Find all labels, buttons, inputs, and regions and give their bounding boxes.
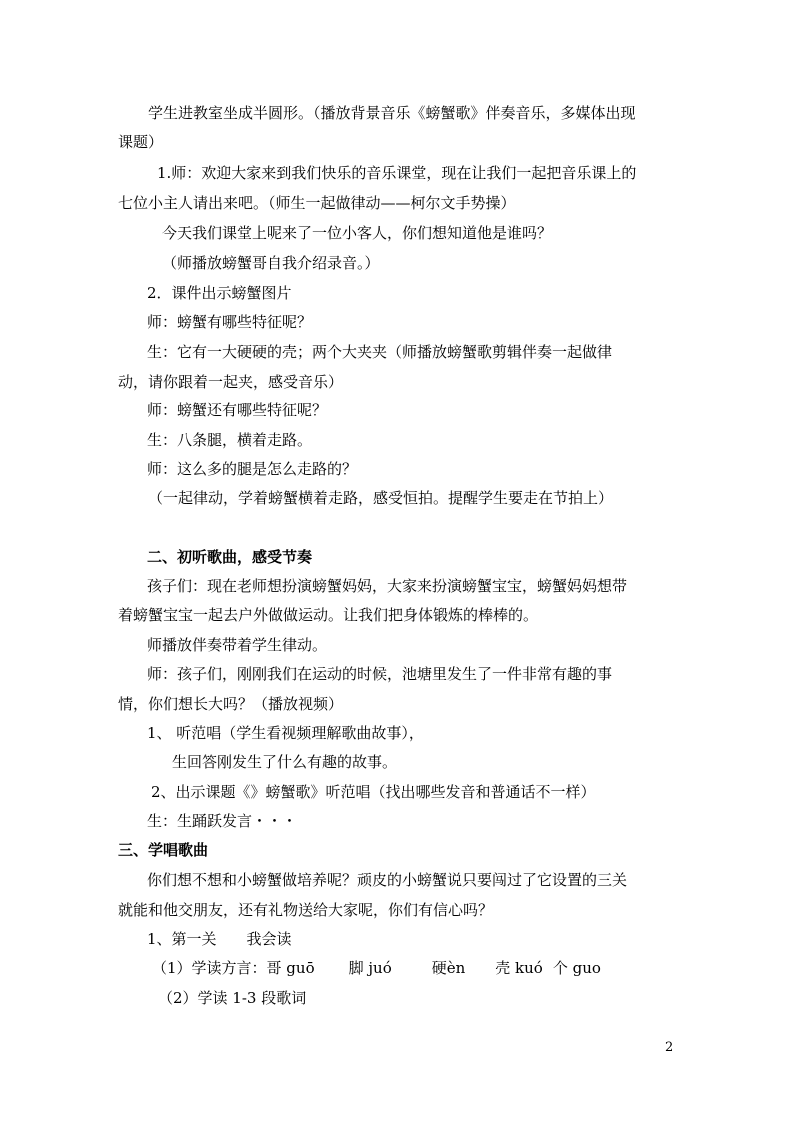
paragraph-line: 师：螃蟹有哪些特征呢？	[147, 313, 313, 331]
paragraph-line: 生：生踊跃发言・・・	[147, 812, 298, 830]
paragraph-line: 课题）	[118, 133, 164, 151]
paragraph-line: 生：八条腿，横着走路。	[147, 431, 313, 449]
paragraph-line: 七位小主人请出来吧。（师生一起做律动——柯尔文手势操）	[118, 194, 516, 212]
paragraph-line: 生：它有一大硬硬的壳；两个大夹夹（师播放螃蟹歌剪辑伴奏一起做律	[147, 343, 613, 361]
page-number: 2	[665, 1040, 674, 1055]
paragraph-line: 就能和他交朋友，还有礼物送给大家呢，你们有信心吗？	[118, 901, 494, 919]
paragraph-line	[147, 929, 292, 949]
line-segment: 壳 kuó	[495, 959, 543, 977]
paragraph-line: 2．课件出示螃蟹图片	[147, 284, 292, 302]
paragraph-line: 1.师：欢迎大家来到我们快乐的音乐课堂，现在让我们一起把音乐课上的	[157, 164, 637, 182]
line-segment: 1、第一关	[147, 930, 217, 948]
paragraph-line: （师播放螃蟹哥自我介绍录音。）	[162, 254, 380, 272]
paragraph-line: 1、 听范唱（学生看视频理解歌曲故事），	[147, 724, 424, 742]
paragraph-line: 动，请你跟着一起夹，感受音乐）	[118, 373, 344, 391]
paragraph-line: （一起律动，学着螃蟹横着走路，感受恒拍。提醒学生要走在节拍上）	[148, 489, 614, 507]
paragraph-line: 生回答刚发生了什么有趣的故事。	[172, 753, 398, 771]
paragraph-line: 师：孩子们，刚刚我们在运动的时候，池塘里发生了一件非常有趣的事	[147, 665, 613, 683]
paragraph-line: 师：这么多的腿是怎么走路的？	[147, 460, 358, 478]
paragraph-line: 今天我们课堂上呢来了一位小客人，你们想知道他是谁吗？	[162, 224, 553, 242]
paragraph-line: 师：螃蟹还有哪些特征呢？	[147, 401, 328, 419]
paragraph-line: 着螃蟹宝宝一起去户外做做运动。让我们把身体锻炼的棒棒的。	[118, 606, 539, 624]
line-segment: 我会读	[246, 930, 292, 948]
paragraph-line: 师播放伴奏带着学生律动。	[147, 636, 328, 654]
line-segment: 个 guo	[552, 959, 601, 977]
paragraph-line: 孩子们：现在老师想扮演螃蟹妈妈，大家来扮演螃蟹宝宝，螃蟹妈妈想带	[147, 577, 628, 595]
paragraph-line: 你们想不想和小螃蟹做培养呢？顽皮的小螃蟹说只要闯过了它设置的三关	[147, 871, 628, 889]
line-segment: 脚 juó	[348, 959, 392, 977]
line-segment: （1）学读方言：哥 guō	[152, 959, 315, 977]
paragraph-line: 情，你们想长大吗？（播放视频）	[118, 695, 344, 713]
paragraph-line: 学生进教室坐成半圆形。（播放背景音乐《螃蟹歌》伴奏音乐，多媒体出现	[148, 104, 636, 122]
section-heading: 二、初听歌曲，感受节奏	[147, 548, 313, 566]
section-heading: 三、学唱歌曲	[118, 841, 209, 859]
paragraph-line: 2、出示课题《》螃蟹歌》听范唱（找出哪些发音和普通话不一样）	[151, 783, 596, 801]
paragraph-line	[152, 958, 601, 978]
paragraph-line: （2）学读 1-3 段歌词	[158, 989, 307, 1007]
line-segment: 硬èn	[431, 959, 466, 977]
